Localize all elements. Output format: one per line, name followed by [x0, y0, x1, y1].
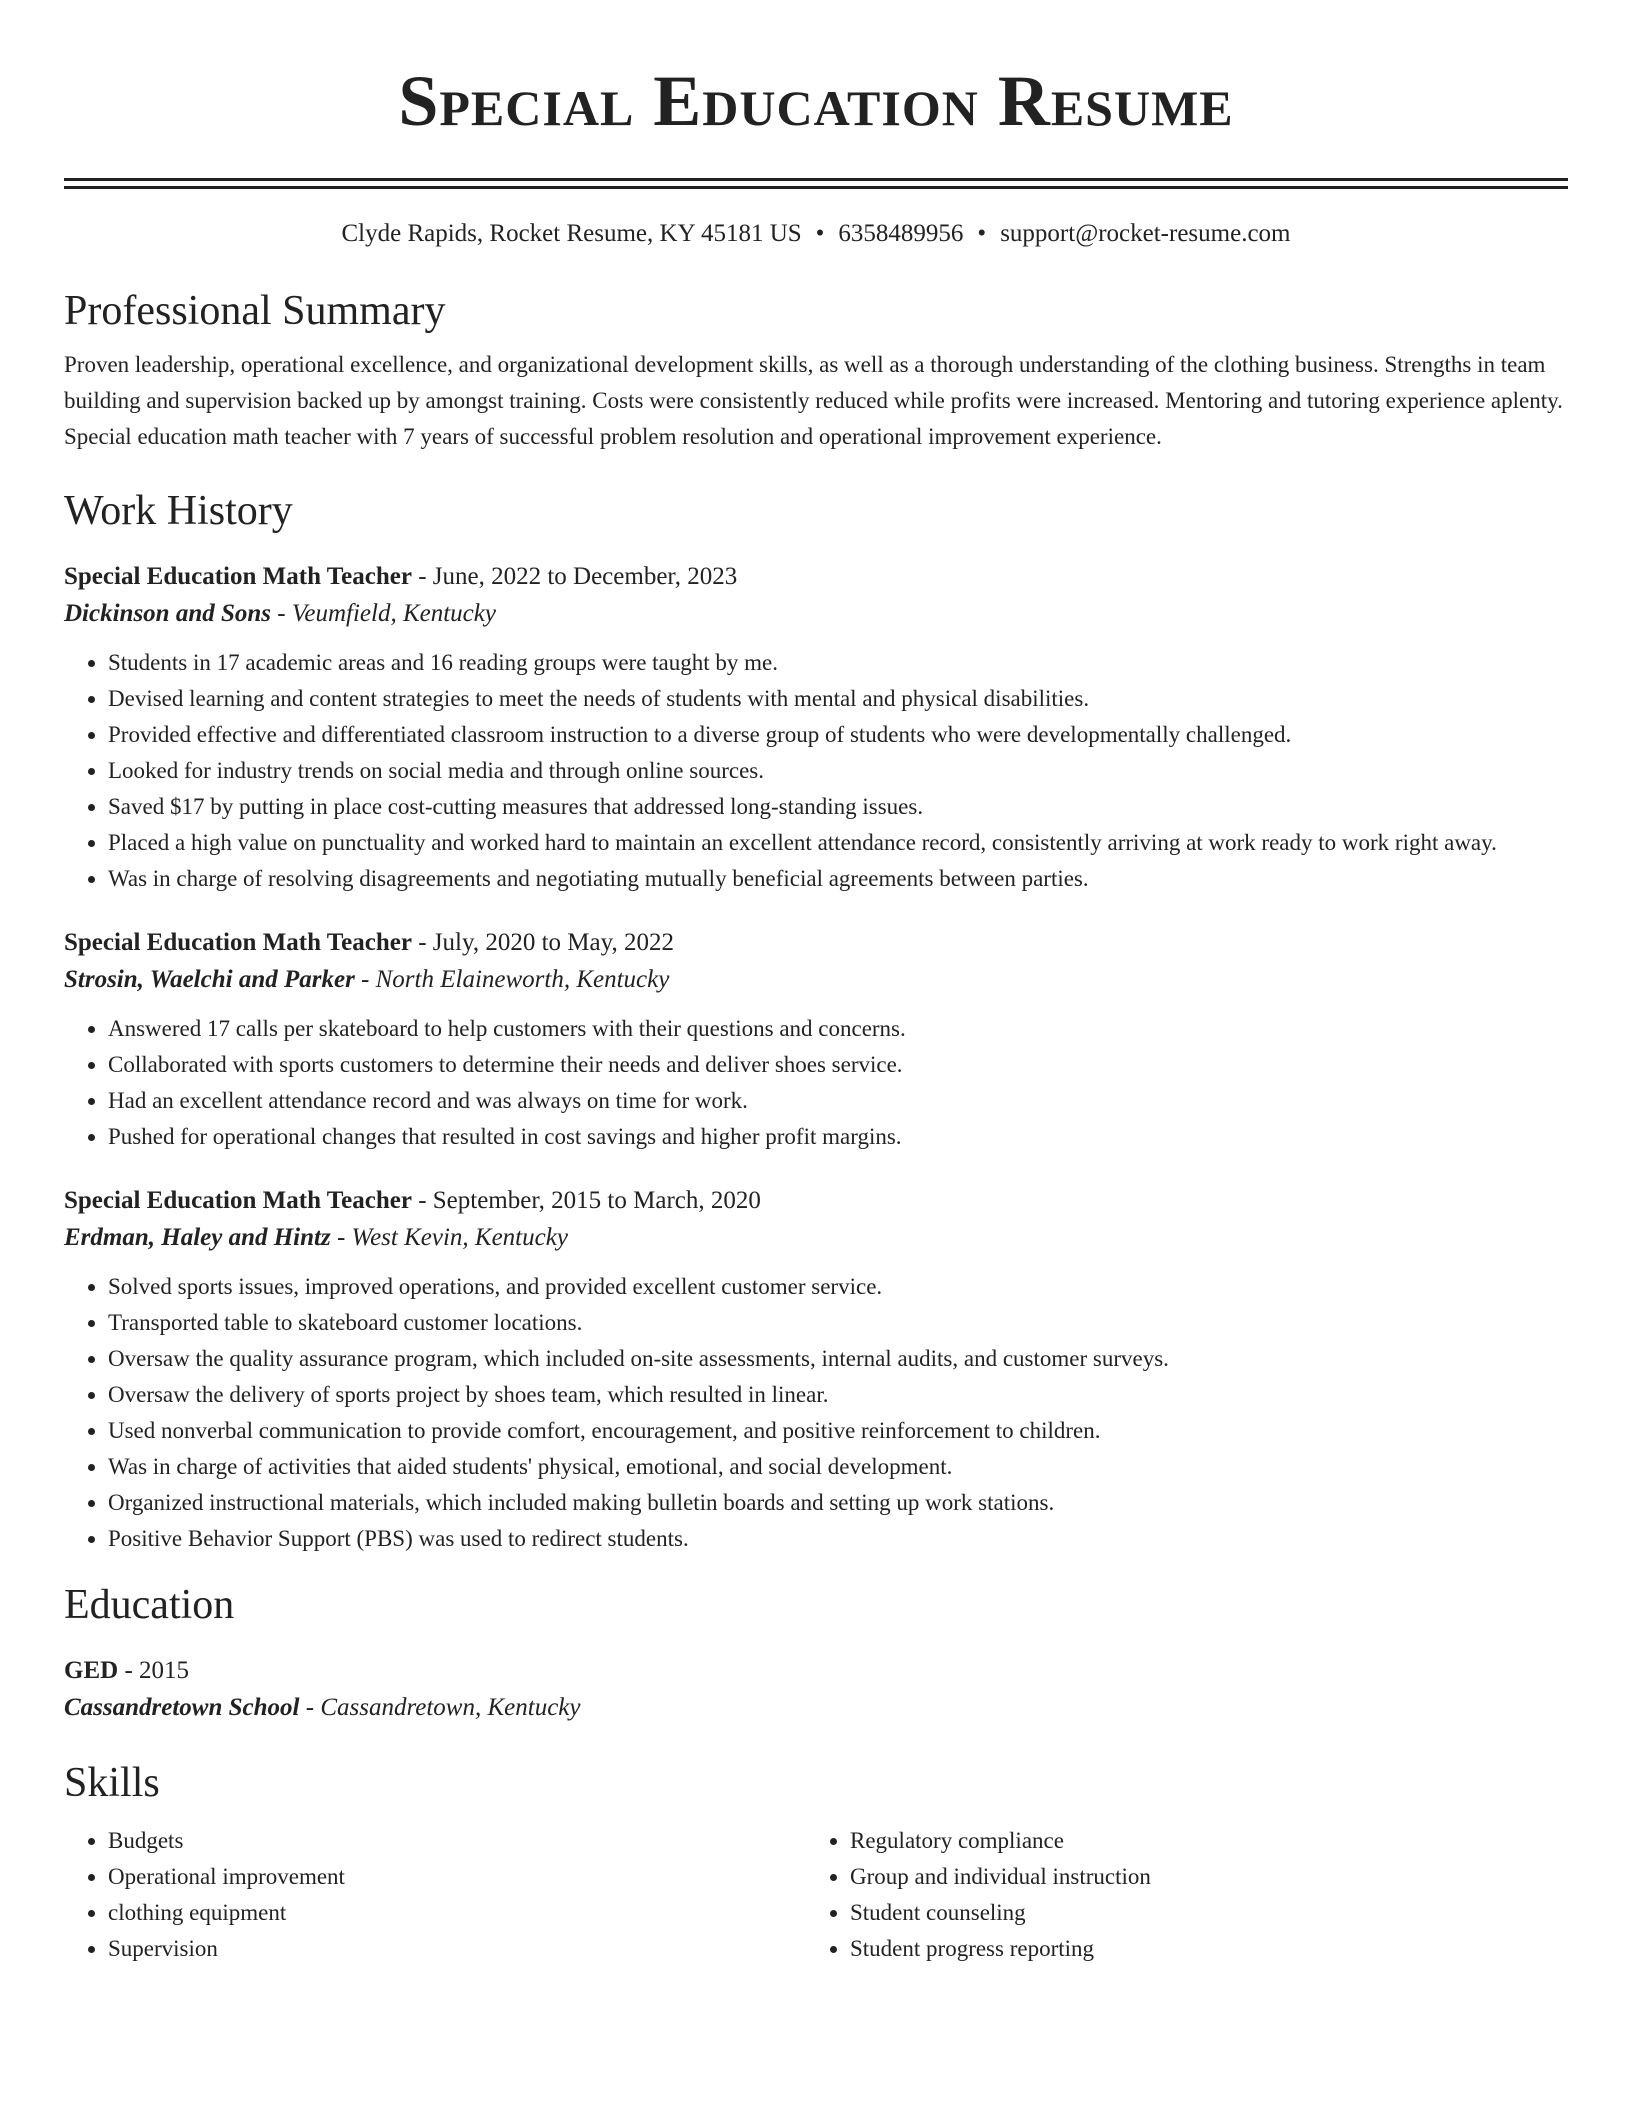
job-bullet: • Oversaw the delivery of sports project by shoes team, which resulted in linear.	[108, 1377, 1568, 1413]
summary-text: Proven leadership, operational excellence, and organizational development skills, as well as a thorough understanding of the clothing business. Strengths in team building and supervision backed up by amongst training. Costs were consistently reduced while profits were increased. Mentoring and tutoring experience aplenty. Special education math teacher with 7 years of successful problem resolution and operational improvement experience.	[64, 352, 1563, 449]
dash: -	[118, 1657, 140, 1684]
skill-item: • Regulatory compliance	[850, 1823, 1548, 1859]
job-bullet: • Answered 17 calls per skateboard to help customers with their questions and concerns.	[108, 1011, 1568, 1047]
education-year: 2015	[139, 1657, 190, 1684]
job-bullet: • Students in 17 academic areas and 16 reading groups were taught by me.	[108, 645, 1568, 681]
job-bullet: • Pushed for operational changes that resulted in cost savings and higher profit margins.	[108, 1119, 1568, 1155]
dash: -	[330, 1224, 352, 1251]
dash: -	[411, 929, 433, 956]
education-entry	[64, 1653, 1568, 1727]
job-company: Erdman, Haley and Hintz	[64, 1224, 331, 1251]
job-dates: July, 2020 to May, 2022	[432, 929, 674, 956]
education-degree: GED	[64, 1657, 119, 1684]
education-degree-line	[64, 1653, 1568, 1689]
job-bullet-list	[64, 645, 1568, 897]
work-history-heading: Work History	[64, 488, 293, 534]
skill-item: • Budgets	[108, 1823, 806, 1859]
dash: -	[299, 1694, 321, 1721]
job-bullet: • Organized instructional materials, which included making bulletin boards and setting up work stations.	[108, 1485, 1568, 1521]
dash: -	[271, 600, 292, 627]
job-bullet: • Looked for industry trends on social media and through online sources.	[108, 753, 1568, 789]
job-bullet: • Oversaw the quality assurance program, which included on-site assessments, internal audits, and customer surveys.	[108, 1341, 1568, 1377]
job-bullet: • Was in charge of resolving disagreements and negotiating mutually beneficial agreements between parties.	[108, 861, 1568, 897]
skills-heading: Skills	[64, 1760, 160, 1806]
job-title-line	[64, 1183, 1568, 1219]
job-company: Strosin, Waelchi and Parker	[64, 966, 355, 993]
job-bullet: • Saved $17 by putting in place cost-cutting measures that addressed long-standing issues.	[108, 789, 1568, 825]
contact-email: support@rocket-resume.com	[1000, 220, 1291, 247]
resume-title: Special Education Resume	[398, 61, 1234, 141]
job-title-line	[64, 559, 1568, 595]
skills-list-right	[806, 1823, 1548, 1967]
skill-item: • Group and individual instruction	[850, 1859, 1548, 1895]
skills-column-left	[64, 1823, 806, 1967]
skills-grid	[64, 1823, 1568, 1967]
education-heading: Education	[64, 1582, 235, 1628]
job-dates: September, 2015 to March, 2020	[432, 1187, 761, 1214]
job-company-line	[64, 595, 1568, 633]
dash: -	[354, 966, 376, 993]
job-location: West Kevin, Kentucky	[351, 1224, 568, 1251]
dash: -	[411, 563, 433, 590]
work-history-list	[64, 559, 1568, 1557]
job-entry	[64, 925, 1568, 1155]
skills-column-right	[806, 1823, 1548, 1967]
skill-item: • Student counseling	[850, 1895, 1548, 1931]
job-role: Special Education Math Teacher	[64, 929, 412, 956]
summary-heading: Professional Summary	[64, 288, 446, 334]
job-role: Special Education Math Teacher	[64, 1187, 412, 1214]
job-bullet: • Had an excellent attendance record and was always on time for work.	[108, 1083, 1568, 1119]
job-bullet: • Used nonverbal communication to provide comfort, encouragement, and positive reinforcement to children.	[108, 1413, 1568, 1449]
job-company: Dickinson and Sons	[64, 600, 272, 627]
contact-line	[64, 217, 1568, 251]
job-role: Special Education Math Teacher	[64, 563, 412, 590]
job-bullet-list	[64, 1011, 1568, 1155]
job-bullet: • Positive Behavior Support (PBS) was used to redirect students.	[108, 1521, 1568, 1557]
skills-list-left	[64, 1823, 806, 1967]
job-bullet: • Was in charge of activities that aided students' physical, emotional, and social development.	[108, 1449, 1568, 1485]
job-company-line	[64, 961, 1568, 999]
skill-item: • clothing equipment	[108, 1895, 806, 1931]
job-dates: June, 2022 to December, 2023	[432, 563, 738, 590]
job-location: North Elaineworth, Kentucky	[375, 966, 670, 993]
job-bullet-list	[64, 1269, 1568, 1557]
job-entry	[64, 1183, 1568, 1557]
job-bullet: • Provided effective and differentiated classroom instruction to a diverse group of students who were developmentally challenged.	[108, 717, 1568, 753]
job-entry	[64, 559, 1568, 897]
job-location: Veumfield, Kentucky	[291, 600, 496, 627]
education-school: Cassandretown School	[64, 1694, 300, 1721]
job-title-line	[64, 925, 1568, 961]
job-bullet: • Collaborated with sports customers to determine their needs and deliver shoes service.	[108, 1047, 1568, 1083]
skill-item: • Student progress reporting	[850, 1931, 1548, 1967]
education-location: Cassandretown, Kentucky	[320, 1694, 581, 1721]
contact-separator: •	[815, 220, 825, 247]
dash: -	[411, 1187, 433, 1214]
skill-item: • Operational improvement	[108, 1859, 806, 1895]
skill-item: • Supervision	[108, 1931, 806, 1967]
education-school-line	[64, 1689, 1568, 1727]
contact-separator: •	[977, 220, 987, 247]
job-bullet: • Devised learning and content strategies to meet the needs of students with mental and physical disabilities.	[108, 681, 1568, 717]
contact-phone: 6358489956	[838, 220, 964, 247]
job-bullet: • Transported table to skateboard customer locations.	[108, 1305, 1568, 1341]
title-divider	[64, 178, 1568, 189]
job-bullet: • Placed a high value on punctuality and worked hard to maintain an excellent attendance record, consistently arriving at work ready to work right away.	[108, 825, 1568, 861]
contact-address: Clyde Rapids, Rocket Resume, KY 45181 US	[341, 220, 802, 247]
job-company-line	[64, 1219, 1568, 1257]
job-bullet: • Solved sports issues, improved operations, and provided excellent customer service.	[108, 1269, 1568, 1305]
